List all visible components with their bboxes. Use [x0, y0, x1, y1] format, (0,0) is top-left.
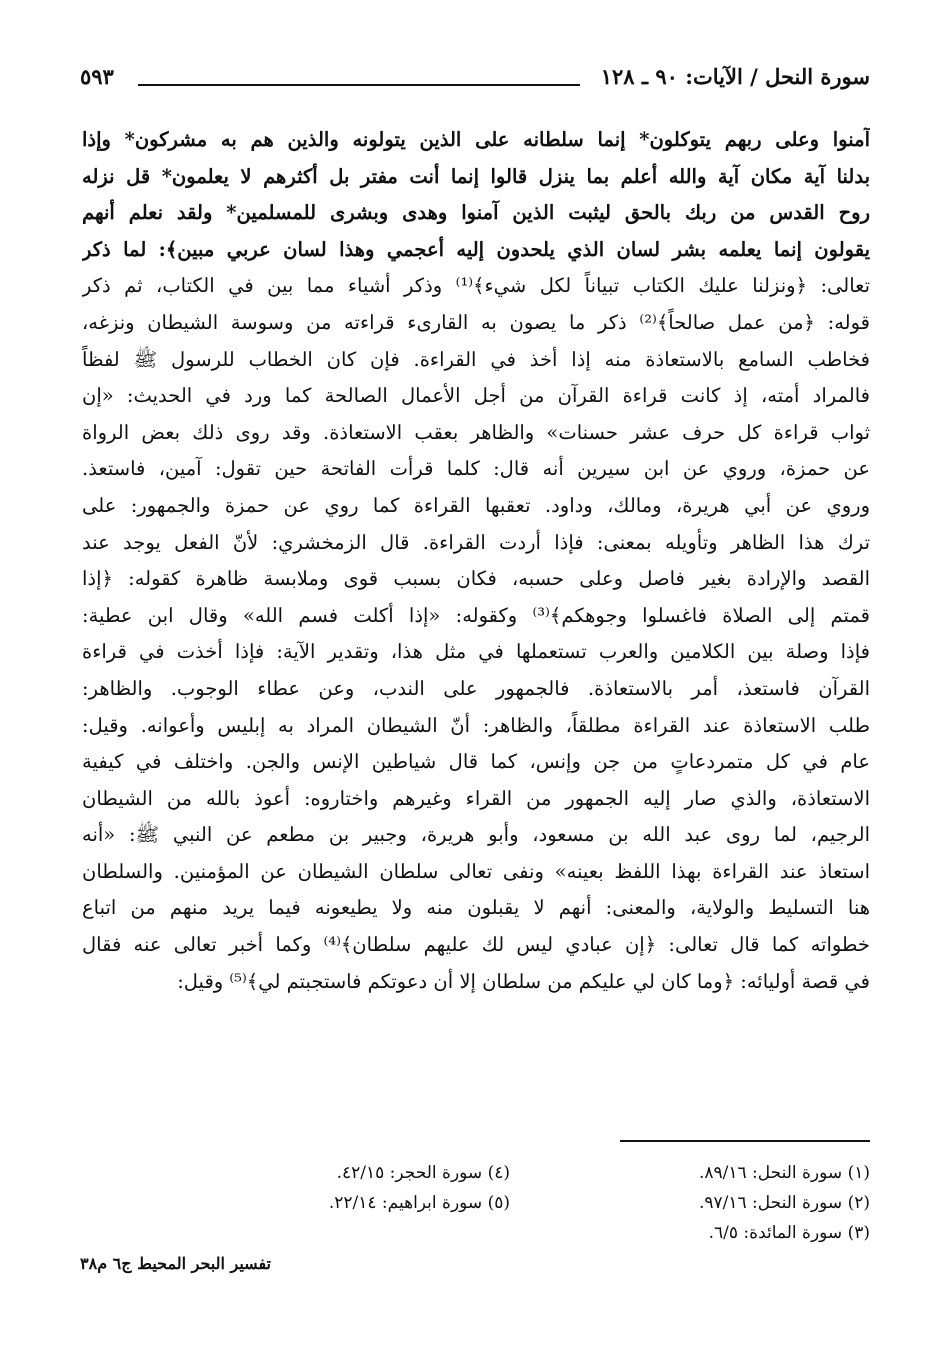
text-line: القرآن فاستعذ، أمر بالاستعاذة. فالجمهور على الندب، وعن عطاء الوجوب. والظاهر: [82, 676, 870, 700]
footnote-column-right [540, 1158, 870, 1248]
main-text [82, 122, 870, 1000]
text-line: يقولون إنما يعلمه بشر لسان الذي يلحدون إليه أعجمي وهذا لسان عربي مبين﴾: لما ذكر [82, 237, 870, 261]
page-number: ٥٩٣ [80, 64, 114, 89]
text-line: خطواته كما قال تعالى: ﴿إن عبادي ليس لك عليهم سلطان﴾⁽⁴⁾ وكما أخبر تعالى عنه فقال [82, 933, 870, 957]
footnote-1: (١) سورة النحل: ٨٩/١٦. [698, 1163, 870, 1183]
running-header [80, 62, 870, 102]
text-line: الاستعاذة، والذي صار إليه الجمهور من القراء وغيرهم واختاروه: أعوذ بالله من الشيطان [82, 786, 870, 810]
text-line: فخاطب السامع بالاستعاذة منه إذا أخذ في القراءة. فإن كان الخطاب للرسول ﷺ لفظاً [82, 347, 870, 371]
text-line: فإذا وصلة بين الكلامين والعرب تستعملها في مثل هذا، وتقدير الآية: فإذا أخذت في قراءة [82, 640, 870, 664]
text-line: الرجيم، لما روى عبد الله بن مسعود، وأبو هريرة، وجبير بن مطعم عن النبي ﷺ: «أنه [82, 823, 870, 847]
footnote-separator [620, 1140, 870, 1142]
text-line: آمنوا وعلى ربهم يتوكلون* إنما سلطانه على الذين يتولونه والذين هم به مشركون* وإذا [82, 128, 870, 151]
header-title: سورة النحل / الآيات: ٩٠ ـ ١٢٨ [600, 64, 870, 89]
text-line: ترك هذا الظاهر وتأويله بمعنى: فإذا أردت القراءة. قال الزمخشري: لأنّ الفعل يوجد عند [82, 530, 870, 554]
header-rule [138, 84, 580, 86]
footnote-3: (٣) سورة المائدة: ٦/٥. [708, 1223, 870, 1243]
footnote-column-left [210, 1158, 510, 1218]
signature-mark: تفسير البحر المحيط ج٦ م٣٨ [80, 1254, 271, 1273]
text-line: تعالى: ﴿ونزلنا عليك الكتاب تبياناً لكل شيء﴾⁽¹⁾ وذكر أشياء مما بين في الكتاب، ثم ذكر [82, 274, 870, 298]
footnote-2: (٢) سورة النحل: ٩٧/١٦. [698, 1193, 870, 1213]
text-line: القصد والإرادة بغير فاصل وعلى حسبه، فكان بسبب قوى وملابسة ظاهرة كقوله: ﴿إذا [82, 567, 870, 591]
text-line: استعاذ عند القراءة بهذا اللفظ بعينه» ونفى تعالى سلطان الشيطان عن المؤمنين. والسلطان [82, 859, 870, 883]
footnote-5: (٥) سورة ابراهيم: ٢٢/١٤. [328, 1193, 510, 1213]
text-line: روح القدس من ربك بالحق ليثبت الذين آمنوا وهدى وبشرى للمسلمين* ولقد نعلم أنهم [82, 201, 870, 225]
text-line: فالمراد أمته، إذ كانت قراءة القرآن من أجل الأعمال الصالحة كما ورد في الحديث: «إن [82, 384, 870, 408]
text-line: وروي عن أبي هريرة، ومالك، وداود. تعقبها القراءة كما روي عن حمزة والجمهور: على [82, 493, 870, 517]
text-line: طلب الاستعاذة عند القراءة مطلقاً، والظاهر: أنّ الشيطان المراد به إبليس وأعوانه. وقيل: [82, 713, 870, 737]
text-line: قمتم إلى الصلاة فاغسلوا وجوهكم﴾⁽³⁾ وكقوله: «إذا أكلت فسم الله» وقال ابن عطية: [82, 603, 870, 627]
text-line: ثواب قراءة كل حرف عشر حسنات» والظاهر بعقب الاستعاذة. وقد روى ذلك بعض الرواة [82, 420, 870, 444]
text-line: هنا التسليط والولاية، والمعنى: أنهم لا يقبلون منه ولا يطيعونه فيما يريد منهم من اتباع [82, 896, 870, 920]
text-line: بدلنا آية مكان آية والله أعلم بما ينزل قالوا إنما أنت مفتر بل أكثرهم لا يعلمون* قل نزله [82, 164, 870, 188]
text-line: عام في كل متمردعاتٍ من جن وإنس، كما قال شياطين الإنس والجن. واختلف في كيفية [82, 750, 870, 774]
text-line: عن حمزة، وروي عن ابن سيرين أنه قال: كلما قرأت الفاتحة حين تقول: آمين، فاستعذ. [82, 457, 870, 481]
footnote-4: (٤) سورة الحجر: ٤٢/١٥. [336, 1163, 510, 1183]
text-line: في قصة أوليائه: ﴿وما كان لي عليكم من سلطان إلا أن دعوتكم فاستجبتم لي﴾⁽⁵⁾ وقيل: [177, 969, 870, 993]
text-line: قوله: ﴿من عمل صالحاً﴾⁽²⁾ ذكر ما يصون به القارىء قراءته من وسوسة الشيطان ونزغه، [82, 310, 870, 334]
